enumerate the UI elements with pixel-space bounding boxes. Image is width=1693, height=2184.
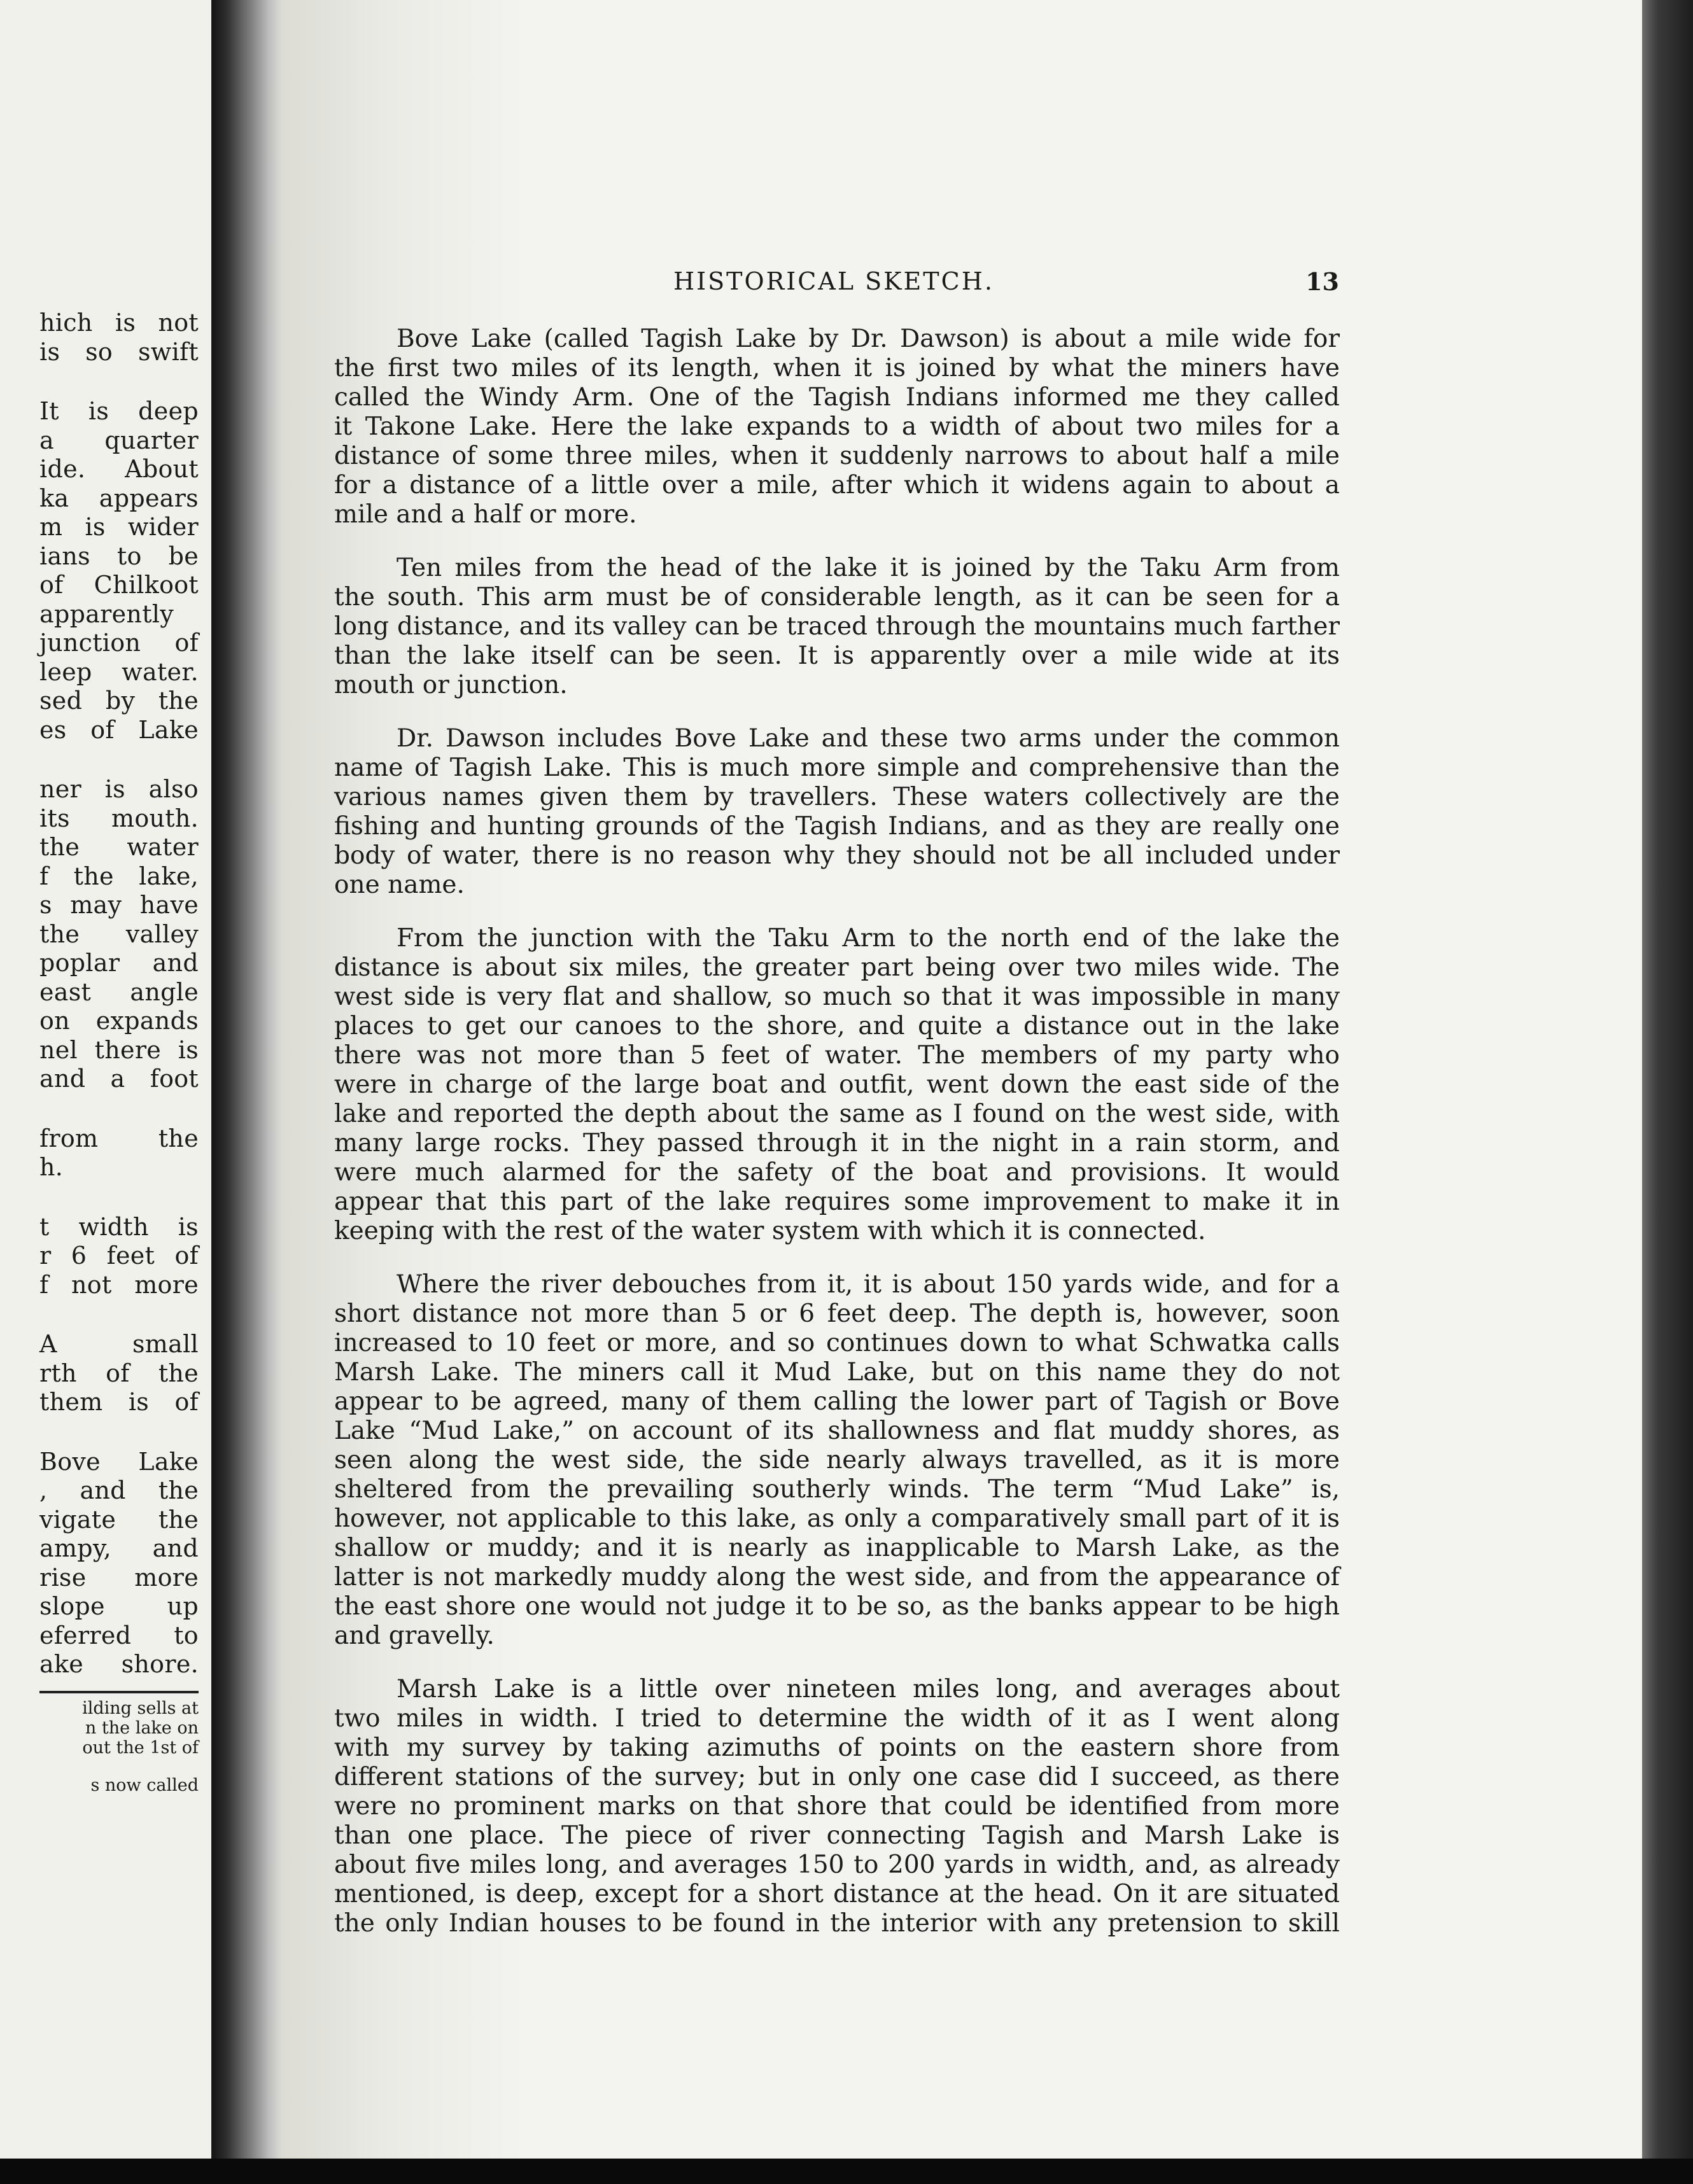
text-line: seen along the west side, the side nearly always travelled, as it is more <box>334 1446 1340 1474</box>
text-line: body of water, there is no reason why they should not be all included under <box>334 841 1340 870</box>
text-line: Lake “Mud Lake,” on account of its shallowness and flat muddy shores, as <box>334 1417 1340 1445</box>
left-paragraph-5 <box>39 1213 199 1300</box>
paragraph-north-end <box>334 924 1340 1246</box>
left-line: hich is not <box>39 309 199 337</box>
left-paragraph-4 <box>39 1124 199 1182</box>
left-line: the water <box>39 833 199 861</box>
body-text <box>334 325 1340 1938</box>
text-line: the only Indian houses to be found in the interior with any pretension to skill <box>334 1909 1340 1938</box>
paragraph-taku-arm <box>334 554 1340 700</box>
text-line: and gravelly. <box>334 1621 495 1650</box>
left-line: sed by the <box>39 687 199 715</box>
left-line: junction of <box>39 629 199 657</box>
left-line: leep water. <box>39 657 199 686</box>
text-line: Marsh Lake. The miners call it Mud Lake, but on this name they do not <box>334 1358 1340 1387</box>
text-line: however, not applicable to this lake, as only a comparatively small part of it is <box>334 1504 1340 1533</box>
left-line: f the lake, <box>39 862 199 890</box>
text-line: long distance, and its valley can be traced through the mountains much farther <box>334 612 1340 641</box>
left-paragraph-1 <box>39 309 199 367</box>
text-line: distance of some three miles, when it suddenly narrows to about half a mile <box>334 442 1340 470</box>
left-line: on expands <box>39 1007 199 1035</box>
text-line: latter is not markedly muddy along the west side, and from the appearance of <box>334 1563 1340 1592</box>
text-line: than the lake itself can be seen. It is apparently over a mile wide at its <box>334 641 1340 670</box>
text-line: different stations of the survey; but in only one case did I succeed, as there <box>334 1763 1340 1791</box>
text-line: keeping with the rest of the water system with which it is connected. <box>334 1217 1206 1245</box>
left-line: h. <box>39 1153 64 1181</box>
paragraph-marsh-lake <box>334 1675 1340 1938</box>
text-line: mouth or junction. <box>334 671 568 699</box>
left-line: the valley <box>39 920 199 948</box>
left-line: apparently <box>39 599 174 628</box>
text-line: west side is very flat and shallow, so much so that it was impossible in many <box>334 983 1340 1011</box>
footnote-rule <box>39 1691 199 1693</box>
text-line: Ten miles from the head of the lake it is joined by the Taku Arm from <box>397 554 1340 582</box>
left-line: a quarter <box>39 426 199 454</box>
running-head: HISTORICAL SKETCH. <box>673 267 994 295</box>
text-line: Marsh Lake is a little over nineteen miles long, and averages about <box>397 1675 1340 1704</box>
left-line: ner is also <box>39 775 199 803</box>
left-line: rth of the <box>39 1359 199 1387</box>
text-line: Bove Lake (called Tagish Lake by Dr. Dawson) is about a mile wide for <box>397 325 1340 353</box>
text-line: mentioned, is deep, except for a short distance at the head. On it are situated <box>334 1880 1340 1908</box>
left-line: rise more <box>39 1563 199 1592</box>
text-line: many large rocks. They passed through it in the night in a rain storm, and <box>334 1129 1340 1158</box>
text-line: appear to be agreed, many of them calling the lower part of Tagish or Bove <box>334 1387 1340 1416</box>
text-line: fishing and hunting grounds of the Tagish Indians, and as they are really one <box>334 812 1340 841</box>
text-line: for a distance of a little over a mile, after which it widens again to about a <box>334 471 1340 500</box>
left-line: Bove Lake <box>39 1447 199 1476</box>
text-line: were in charge of the large boat and outfit, went down the east side of the <box>334 1070 1340 1099</box>
scan-bottom-edge <box>0 2159 1693 2184</box>
left-line: poplar and <box>39 949 199 977</box>
text-line: with my survey by taking azimuths of points on the eastern shore from <box>334 1733 1340 1762</box>
left-line: ka appears <box>39 484 199 512</box>
text-line: one name. <box>334 871 465 899</box>
text-line: appear that this part of the lake requires some improvement to make it in <box>334 1187 1340 1216</box>
left-line: east angle <box>39 977 199 1006</box>
text-line: the south. This arm must be of considerable length, as it can be seen for a <box>334 583 1340 612</box>
left-paragraph-3 <box>39 775 199 1094</box>
text-line: distance is about six miles, the greater part being over two miles wide. The <box>334 953 1340 982</box>
left-line: , and the <box>39 1476 199 1504</box>
page-number: 13 <box>1305 267 1339 296</box>
text-line: it Takone Lake. Here the lake expands to a width of about two miles for a <box>334 412 1340 441</box>
left-line: r 6 feet of <box>39 1242 199 1270</box>
text-line: called the Windy Arm. One of the Tagish Indians informed me they called <box>334 383 1340 412</box>
left-line: vigate the <box>39 1505 199 1534</box>
left-line: ampy, and <box>39 1534 199 1562</box>
book-gutter-shadow <box>211 0 281 2184</box>
text-line: the first two miles of its length, when it is joined by what the miners have <box>334 354 1340 382</box>
text-line: Dr. Dawson includes Bove Lake and these two arms under the common <box>397 724 1340 753</box>
left-line: them is of <box>39 1388 199 1416</box>
left-line: es of Lake <box>39 715 199 744</box>
text-line: mile and a half or more. <box>334 500 637 529</box>
left-line: t width is <box>39 1212 199 1241</box>
text-line: there was not more than 5 feet of water. The members of my party who <box>334 1041 1340 1070</box>
left-line: ians to be <box>39 542 199 570</box>
paragraph-bove-lake <box>334 325 1340 529</box>
left-paragraph-7 <box>39 1448 199 1679</box>
left-line: is so swift <box>39 337 199 366</box>
text-line: than one place. The piece of river connecting Tagish and Marsh Lake is <box>334 1821 1340 1850</box>
text-line: From the junction with the Taku Arm to the north end of the lake the <box>397 924 1340 953</box>
text-line: lake and reported the depth about the same as I found on the west side, with <box>334 1100 1340 1128</box>
left-footnote-line: ilding sells at <box>82 1698 199 1718</box>
left-line: It is deep <box>39 397 199 425</box>
text-line: short distance not more than 5 or 6 feet deep. The depth is, however, soon <box>334 1299 1340 1328</box>
left-footnote-line: out the 1st of <box>82 1737 199 1758</box>
left-paragraph-6 <box>39 1330 199 1417</box>
text-line: sheltered from the prevailing southerly winds. The term “Mud Lake” is, <box>334 1475 1340 1504</box>
left-paragraph-2 <box>39 397 199 745</box>
text-line: the east shore one would not judge it to be so, as the banks appear to be high <box>334 1592 1340 1621</box>
left-line: slope up <box>39 1592 199 1620</box>
text-line: places to get our canoes to the shore, and quite a distance out in the lake <box>334 1012 1340 1040</box>
left-footnote-line: n the lake on <box>85 1718 199 1738</box>
text-line: Where the river debouches from it, it is about 150 yards wide, and for a <box>397 1270 1340 1299</box>
text-line: shallow or muddy; and it is nearly as inapplicable to Marsh Lake, as the <box>334 1534 1340 1562</box>
left-line: ide. About <box>39 455 199 483</box>
previous-page-fragment <box>0 0 211 2184</box>
previous-page-text <box>39 309 199 1795</box>
page-edge-shadow <box>1642 0 1693 2184</box>
text-line: various names given them by travellers. These waters collectively are the <box>334 783 1340 811</box>
left-line: f not more <box>39 1270 199 1299</box>
left-line: and a foot <box>39 1065 199 1093</box>
paragraph-tagish-lake-name <box>334 724 1340 900</box>
text-line: were much alarmed for the safety of the boat and provisions. It would <box>334 1158 1340 1187</box>
left-line: s may have <box>39 891 199 919</box>
left-line: from the <box>39 1124 199 1152</box>
text-line: increased to 10 feet or more, and so continues down to what Schwatka calls <box>334 1329 1340 1357</box>
left-line: nel there is <box>39 1035 199 1064</box>
text-line: two miles in width. I tried to determine the width of it as I went along <box>334 1704 1340 1733</box>
left-line: of Chilkoot <box>39 571 199 599</box>
text-line: name of Tagish Lake. This is much more simple and comprehensive than the <box>334 753 1340 782</box>
left-line: eferred to <box>39 1621 199 1649</box>
left-footnote-line: s now called <box>90 1775 199 1795</box>
left-line: its mouth. <box>39 804 199 832</box>
left-line: ake shore. <box>39 1650 199 1678</box>
text-line: were no prominent marks on that shore that could be identified from more <box>334 1792 1340 1821</box>
left-line: A small <box>39 1330 199 1358</box>
paragraph-river-debouches <box>334 1270 1340 1651</box>
text-line: about five miles long, and averages 150 to 200 yards in width, and, as already <box>334 1851 1340 1879</box>
left-line: m is wider <box>39 513 199 541</box>
